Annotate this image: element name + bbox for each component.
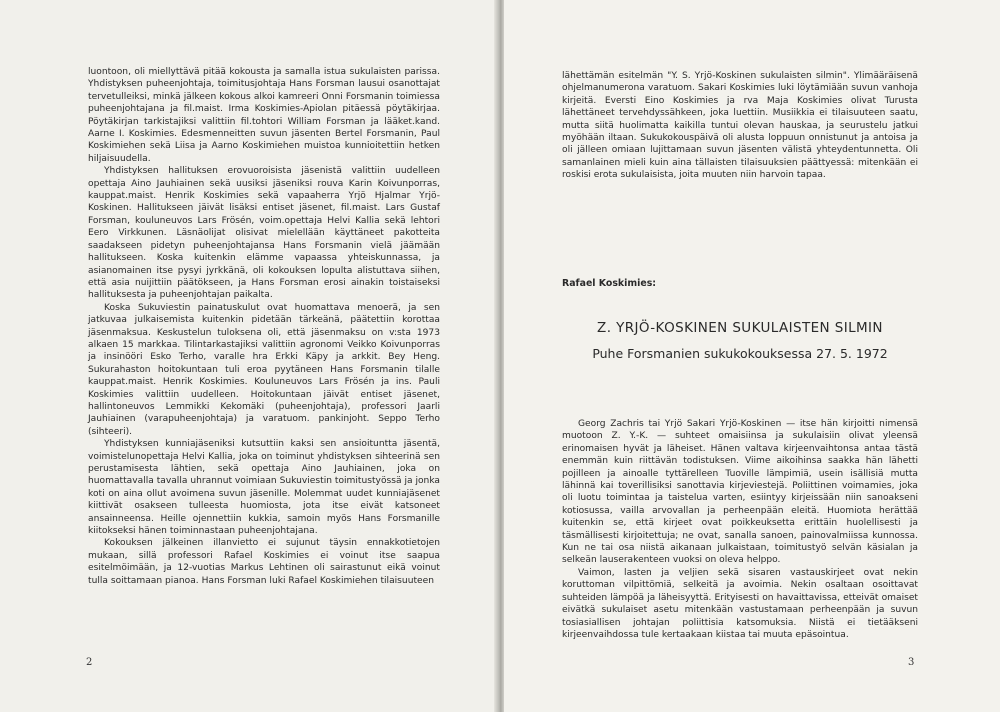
right-page <box>504 0 1000 712</box>
paragraph: Vaimon, lasten ja veljien sekä sisaren vastauskirjeet ovat nekin koruttoman vilpittömiä, selkeitä ja avoimia. Nekin osaltaan osoittavat suhteiden lämpöä ja läheisyyttä. Erityisesti on havaittavissa, etteivät omaiset eivätkä sukulaiset asetu mitenkään vastustamaan perheenpään ja suvun tosiasiallisen johtajan poliittisia katsomuksia. Niistä ei tietääkseni kirjeenvaihdossa tule kertaakaan kiistaa tai muuta epäsointua. <box>562 567 918 640</box>
article-subtitle: Puhe Forsmanien sukukokouksessa 27. 5. 1972 <box>592 346 888 361</box>
left-page-text-column <box>88 66 440 587</box>
article-title: Z. YRJÖ-KOSKINEN SUKULAISTEN SILMIN <box>597 320 883 336</box>
paragraph: Georg Zachris tai Yrjö Sakari Yrjö-Koskinen — itse hän kirjoitti nimensä muotoon Z. Y.-K. — suhteet omaisiinsa ja sukulaisiin olivat yleensä erinomaisen hyvät ja läheiset. Hänen valtava kirjeenvaihtonsa antaa tästä enemmän kuin riittävän todistuksen. Viime aikoihinsa saakka hän lähetti pojilleen ja ainoalle tyttärelleen Tuoville lämpimiä, usein isällisiä mutta lähinnä kai toverillisiksi sanottavia kirjeviestejä. Poliittinen voimamies, joka oli luotu toimintaa ja taistelua varten, esiintyy kirjeissään niin sanoakseni kotiosussa, vailla arvovallan ja perheenpään eleitä. Huomiota herättää kuitenkin se, että kirjeet ovat poikkeuksetta erittäin huolellisesti ja täsmällisesti kirjoitettuja; ne ovat, sanalla sanoen, painovalmiissa kunnossa. Kun ne tai osa niistä aikanaan julkaistaan, toimitustyö selvän käsialan ja selkeän lauserakenteen vuoksi on oleva helppo. <box>562 419 918 566</box>
paragraph: Kokouksen jälkeinen illanvietto ei sujunut täysin ennakkotietojen mukaan, sillä professori Rafael Koskimies ei voinut itse saapua esitelmöimään, ja 12-vuotias Markus Lehtinen oli sairastunut eikä voinut tulla soittamaan pianoa. Hans Forsman luki Rafael Koskimiehen tilaisuuteen <box>88 538 440 586</box>
left-page <box>0 0 496 712</box>
paragraph: lähettämän esitelmän "Y. S. Yrjö-Koskinen sukulaisten silmin". Ylimääräisenä ohjelmanumerona varatuom. Sakari Koskimies luki löytämiään suvun vanhoja kirjeitä. Eversti Eino Koskimies ja rva Maja Koskimies olivat Turusta lähettäneet tervehdyssähkeen, joka luettiin. Musiikkia ei tilaisuuteen saatu, mutta siitä huolimatta kaikilla tuntui olevan hauskaa, ja seurustelu jatkui myöhään iltaan. Sukukokouspäivä oli alusta loppuun onnistunut ja antoisa ja oli jälleen omiaan lujittamaan suvun jäsenten välistä yhteydentunnetta. Oli samanlainen mieli kuin aina tällaisten tilaisuuksien päättyessä: mitenkään ei roskisi erota sukulaisista, joita muuten niin harvoin tapaa. <box>562 71 918 181</box>
article-body <box>562 418 918 641</box>
paragraph: Koska Sukuviestin painatuskulut ovat huomattava menoerä, ja sen jatkuvaa julkaisemista kuitenkin pidetään tärkeänä, päätettiin korottaa jäsenmaksua. Keskustelun tuloksena oli, että jäsenmaksu on v:sta 1973 alkaen 15 markkaa. Tilintarkastajiksi valittiin agronomi Veikko Koivunporras ja insinööri Esko Terho, varalle hra Erkki Käpy ja arkkit. Bey Heng. Sukurahaston hoitokuntaan tuli eroa pyytäneen Hans Forsmanin tilalle kauppat.maist. Henrik Koskimies. Kouluneuvos Lars Frösén ja ins. Pauli Koskimies valittiin uudelleen. Hoitokuntaan jäivät entiset jäsenet, hallintoneuvos Lemmikki Kekomäki (puheenjohtaja), professori Jaarli Jauhiainen (varapuheenjohtaja) ja varatuom. pankinjoht. Seppo Terho (sihteeri). <box>88 302 440 437</box>
article-author: Rafael Koskimies: <box>562 278 657 289</box>
page-number: 3 <box>908 657 915 668</box>
paragraph: Yhdistyksen kunniajäseniksi kutsuttiin kaksi sen ansioituntta jäsentä, voimistelunopettaja Helvi Kallia, joka on toiminut yhdistyksen sihteerinä sen perustamisesta lähtien, sekä opettaja Aino Jauhiainen, joka on huomattavalla tavalla uhrannut voimiaan Sukuviestin toimitustyössä ja jonka koti on aina ollut avoimena suvun jäsenille. Molemmat uudet kunniajäsenet kiittivät osakseen tulleesta huomiosta, jota itse eivät katsoneet ansainneensa. Heille ojennettiin kukkia, samoin myös Hans Forsmanille kiitokseksi hänen toiminnastaan puheenjohtajana. <box>88 439 440 537</box>
paragraph: luontoon, oli miellyttävä pitää kokousta ja samalla istua sukulaisten parissa. Yhdistyksen puheenjohtaja, toimitusjohtaja Hans Forsman lausui osanottajat tervetulleiksi, minkä jälkeen kokous alkoi kamreeri Onni Forsmanin toimiessa puheenjohtajana ja fil.maist. Irma Koskimies-Apiolan pitäessä pöytäkirjaa. Pöytäkirjan tarkistajiksi valittiin fil.tohtori William Forsman ja lääket.kand. Aarne I. Koskimies. Edesmenneitten suvun jäsenten Bertel Forsmanin, Paul Koskimiehen sekä Liisa ja Aarno Koskimiehen muistoa kunnioitettiin hetken hiljaisuudella. <box>88 67 440 164</box>
right-page-intro-text <box>562 70 918 182</box>
paragraph: Yhdistyksen hallituksen erovuoroisista jäsenistä valittiin uudelleen opettaja Aino Jauhiainen sekä uusiksi jäseniksi rouva Karin Koivunporras, kauppat.maist. Henrik Koskimies sekä vapaaherra Yrjö Hjalmar Yrjö-Koskinen. Hallitukseen jäivät lisäksi entiset jäsenet, fil.maist. Lars Gustaf Forsman, kouluneuvos Lars Frösén, voim.opettaja Helvi Kallia sekä lehtori Eero Virkkunen. Läsnäolijat olisivat mielellään käyttäneet pakotteita saadakseen pidetyn puheenjohtajansa Hans Forsmanin vielä jäämään hallitukseen. Koska kuitenkin elämme vapaassa yhteiskunnassa, ja asianomainen itse pysyi jyrkkänä, oli kokouksen lopulta alistuttava siihen, että asia nuijittiin päätökseen, ja Hans Forsman erosi ainakin toistaiseksi hallituksesta ja puheenjohtajan paikalta. <box>88 166 440 301</box>
page-number: 2 <box>86 657 93 668</box>
